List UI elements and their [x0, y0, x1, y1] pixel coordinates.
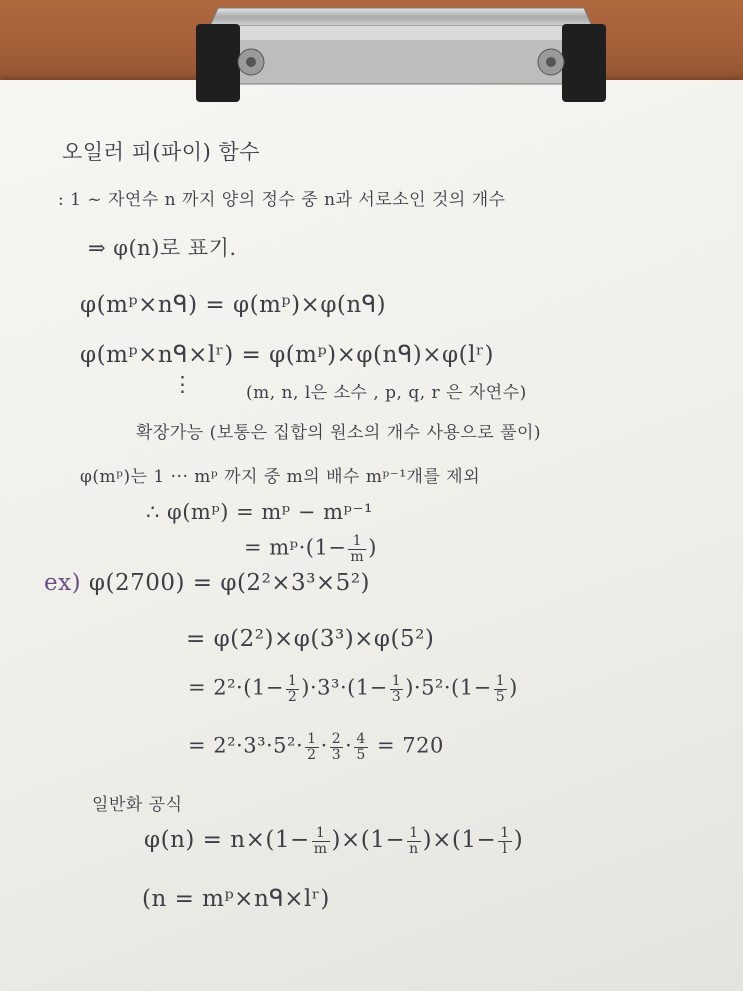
extension-note: 확장가능 (보통은 집합의 원소의 개수 사용으로 풀이) — [136, 423, 542, 443]
definition-line: : 1 ~ 자연수 n 까지 양의 정수 중 n과 서로소인 것의 개수 — [58, 190, 506, 210]
fraction-1-over-5: $\frac{1}{5}$ — [495, 673, 506, 705]
condition-line: (m, n, l은 소수 , p, q, r 은 자연수) — [246, 383, 527, 403]
notation-line: ⇒ φ(n)로 표기. — [88, 236, 237, 260]
multiplicative-rule: φ(mᵖ×nᑫ) = φ(mᵖ)×φ(nᑫ) — [80, 292, 387, 318]
general-condition: (n = mᵖ×nᑫ×lʳ) — [142, 886, 330, 912]
fraction-4-over-5: $\frac{4}{5}$ — [356, 731, 366, 763]
fraction-1-over-2: $\frac{1}{2}$ — [287, 673, 298, 705]
example-result: = 720 — [376, 733, 444, 758]
fraction-1-over-m: $\frac{1}{m}$ — [313, 825, 328, 857]
example-line-1 — [44, 570, 370, 596]
binder-clip — [196, 0, 606, 104]
fraction-1-over-3: $\frac{1}{3}$ — [391, 673, 402, 705]
general-formula-label: 일반화 공식 — [92, 795, 183, 815]
fraction-1-over-n: $\frac{1}{n}$ — [409, 825, 419, 857]
example-expression: φ(2700) = φ(2²×3³×5²) — [88, 570, 371, 596]
fraction-1-over-2: $\frac{1}{2}$ — [307, 731, 317, 763]
fraction-1-over-m: $\frac{1}{m}$ — [350, 533, 365, 565]
fraction-1-over-l: $\frac{1}{l}$ — [500, 825, 510, 857]
factored-prefix: = mᵖ·(1− — [244, 535, 347, 560]
example-line-2: = φ(2²)×φ(3³)×φ(5²) — [186, 626, 435, 652]
dots-marker: ⋮ — [172, 372, 194, 396]
general-formula: φ(n) = n×(1− $\frac{1}{m}$ )×(1− $\frac{1}{n}$ )×(1− $\frac{1}{l}$ ) — [144, 825, 524, 857]
example-line-4: = 2²·3³·5²· $\frac{1}{2}$ · $\frac{2}{3}$ · $\frac{4}{5}$ = 720 — [188, 731, 444, 763]
fraction-2-over-3: $\frac{2}{3}$ — [331, 731, 342, 763]
prime-power-result: ∴ φ(mᵖ) = mᵖ − mᵖ⁻¹ — [146, 500, 373, 524]
prime-power-factored — [244, 534, 377, 564]
prime-power-rule: φ(mᵖ)는 1 ··· mᵖ 까지 중 m의 배수 mᵖ⁻¹개를 제외 — [80, 467, 481, 487]
note-title: 오일러 피(파이) 함수 — [62, 140, 261, 164]
example-line-3: = 2²·(1− $\frac{1}{2}$ )·3³·(1− $\frac{1}{3}$ )·5²·(1− $\frac{1}{5}$ ) — [188, 673, 518, 705]
example-label: ex) — [44, 570, 82, 596]
factored-suffix: ) — [368, 535, 377, 560]
multiplicative-rule-extended: φ(mᵖ×nᑫ×lʳ) = φ(mᵖ)×φ(nᑫ)×φ(lʳ) — [80, 342, 494, 368]
